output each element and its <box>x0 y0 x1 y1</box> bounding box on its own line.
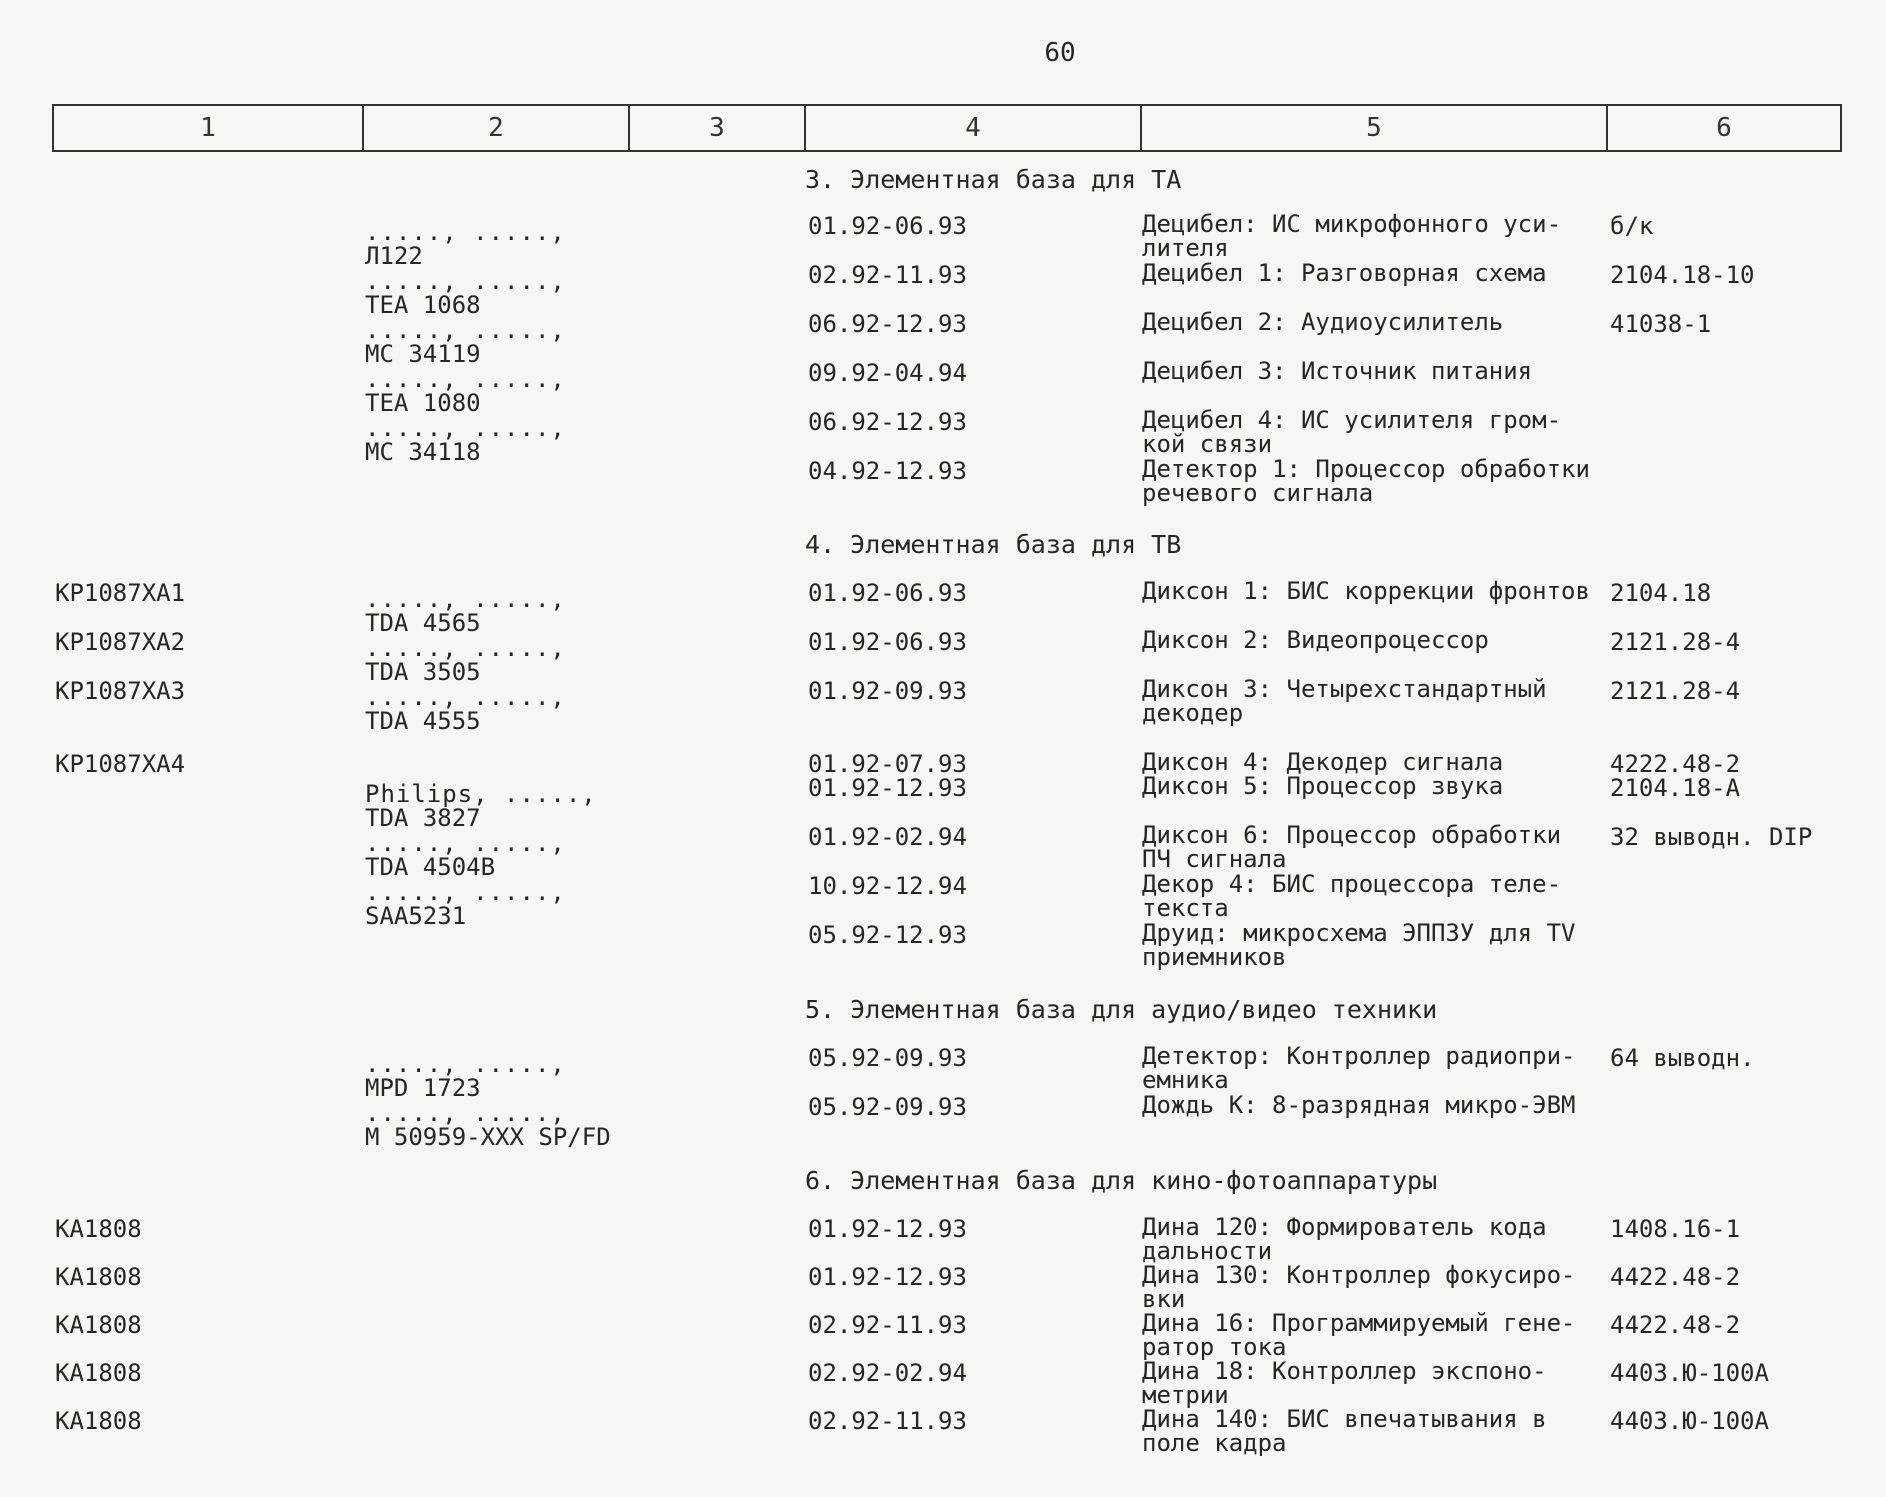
description: Дина 120: Формирователь кода дальности <box>1142 1213 1547 1265</box>
table-row <box>0 1042 1886 1102</box>
dates: 01.92-12.93 <box>808 774 967 802</box>
description: Декор 4: БИС процессора теле- текста <box>1142 870 1562 922</box>
part-analog: ....., ....., Л122 <box>365 218 566 270</box>
description: Диксон 5: Процессор звука <box>1142 772 1504 800</box>
package: 2104.18 <box>1610 579 1712 607</box>
column-header-2: 2 <box>364 106 630 150</box>
part-number: КР1087ХА1 <box>55 579 186 607</box>
table-row <box>0 675 1886 735</box>
package: 41038-1 <box>1610 310 1712 338</box>
table-row <box>0 1405 1886 1457</box>
dates: 05.92-12.93 <box>808 921 967 949</box>
table-row <box>0 406 1886 466</box>
dates: 09.92-04.94 <box>808 359 967 387</box>
table-row <box>0 821 1886 881</box>
dates: 05.92-09.93 <box>808 1044 967 1072</box>
description: Дина 130: Контроллер фокусиро- вки <box>1142 1261 1576 1313</box>
table-row <box>0 308 1886 368</box>
part-analog: Philips, ....., TDA 3827 <box>365 780 597 832</box>
dates: 02.92-02.94 <box>808 1359 967 1387</box>
dates: 01.92-12.93 <box>808 1263 967 1291</box>
description: Децибел 3: Источник питания <box>1142 357 1533 385</box>
package: б/к <box>1610 212 1654 240</box>
description: Децибел: ИС микрофонного уси- лителя <box>1142 210 1562 262</box>
dates: 01.92-07.93 <box>808 750 967 778</box>
package: 64 выводн. <box>1610 1044 1755 1072</box>
package: 4403.Ю-100А <box>1610 1407 1769 1435</box>
dates: 06.92-12.93 <box>808 408 967 436</box>
table-row <box>0 870 1886 930</box>
dates: 02.92-11.93 <box>808 261 967 289</box>
part-number: КР1087ХА3 <box>55 677 186 705</box>
part-number: КР1087ХА4 <box>55 750 186 778</box>
table-row <box>0 1309 1886 1361</box>
package: 4222.48-2 <box>1610 750 1741 778</box>
section-title-3: 3. Элементная база для ТА <box>805 165 1182 194</box>
section-title-5: 5. Элементная база для аудио/видео техники <box>805 995 1438 1024</box>
part-number: КА1808 <box>55 1311 142 1339</box>
dates: 02.92-11.93 <box>808 1311 967 1339</box>
dates: 04.92-12.93 <box>808 457 967 485</box>
description: Детектор: Контроллер радиопри- емника <box>1142 1042 1576 1094</box>
package: 4403.Ю-100А <box>1610 1359 1769 1387</box>
part-analog: ....., ....., TEA 1068 <box>365 267 566 319</box>
description: Дина 16: Программируемый гене- ратор тока <box>1142 1309 1576 1361</box>
part-number: КА1808 <box>55 1215 142 1243</box>
part-number: КР1087ХА2 <box>55 628 186 656</box>
table-row <box>0 1213 1886 1265</box>
column-header-3: 3 <box>630 106 806 150</box>
column-header-6: 6 <box>1716 113 1732 143</box>
section-title-4: 4. Элементная база для ТВ <box>805 530 1182 559</box>
dates: 01.92-06.93 <box>808 212 967 240</box>
part-analog: ....., ....., TDA 3505 <box>365 634 566 686</box>
part-number: КА1808 <box>55 1359 142 1387</box>
table-row <box>0 357 1886 417</box>
dates: 01.92-12.93 <box>808 1215 967 1243</box>
description: Дождь К: 8-разрядная микро-ЭВМ <box>1142 1091 1576 1119</box>
part-analog: ....., ....., TDA 4555 <box>365 683 566 735</box>
page-number: 60 <box>1044 38 1076 68</box>
package: 32 выводн. DIP <box>1610 823 1813 851</box>
description: Децибел 4: ИС усилителя гром- кой связи <box>1142 406 1562 458</box>
column-header-1: 1 <box>54 106 364 150</box>
description: Диксон 6: Процессор обработки ПЧ сигнала <box>1142 821 1562 873</box>
part-analog: ....., ....., MPD 1723 <box>365 1050 566 1102</box>
part-number: КА1808 <box>55 1407 142 1435</box>
description: Диксон 1: БИС коррекции фронтов <box>1142 577 1590 605</box>
part-analog: ....., ....., TDA 4565 <box>365 585 566 637</box>
part-number: КА1808 <box>55 1263 142 1291</box>
table-row <box>0 1357 1886 1409</box>
dates: 01.92-06.93 <box>808 579 967 607</box>
package: 2121.28-4 <box>1610 677 1741 705</box>
table-row <box>0 455 1886 507</box>
dates: 01.92-09.93 <box>808 677 967 705</box>
description: Децибел 1: Разговорная схема <box>1142 259 1547 287</box>
column-header-5: 5 <box>1142 106 1608 150</box>
description: Дина 140: БИС впечатывания в поле кадра <box>1142 1405 1547 1457</box>
column-header-4: 4 <box>806 106 1142 150</box>
dates: 10.92-12.94 <box>808 872 967 900</box>
part-analog: ....., ....., TDA 4504B <box>365 829 566 881</box>
table-header <box>52 104 1842 152</box>
package: 4422.48-2 <box>1610 1263 1741 1291</box>
table-row <box>0 772 1886 832</box>
dates: 05.92-09.93 <box>808 1093 967 1121</box>
description: Диксон 4: Декодер сигнала <box>1142 748 1504 776</box>
part-analog: ....., ....., M 50959-XXX SP/FD <box>365 1099 611 1151</box>
section-title-6: 6. Элементная база для кино-фотоаппаратуры <box>805 1166 1438 1195</box>
package: 1408.16-1 <box>1610 1215 1741 1243</box>
description: Диксон 2: Видеопроцессор <box>1142 626 1489 654</box>
description: Децибел 2: Аудиоусилитель <box>1142 308 1504 336</box>
part-analog: ....., ....., SAA5231 <box>365 878 566 930</box>
table-row <box>0 1091 1886 1151</box>
table-row <box>0 1261 1886 1313</box>
description: Дина 18: Контроллер экспоно- метрии <box>1142 1357 1547 1409</box>
package: 2104.18-А <box>1610 774 1741 802</box>
table-row <box>0 259 1886 319</box>
dates: 01.92-06.93 <box>808 628 967 656</box>
table-row <box>0 210 1886 270</box>
description: Детектор 1: Процессор обработки речевого сигнала <box>1142 455 1590 507</box>
dates: 02.92-11.93 <box>808 1407 967 1435</box>
part-analog: ....., ....., MC 34119 <box>365 316 566 368</box>
dates: 01.92-02.94 <box>808 823 967 851</box>
package: 4422.48-2 <box>1610 1311 1741 1339</box>
part-analog: ....., ....., TEA 1080 <box>365 365 566 417</box>
description: Диксон 3: Четырехстандартный декодер <box>1142 675 1547 727</box>
description: Друид: микросхема ЭППЗУ для TV приемников <box>1142 919 1576 971</box>
table-row <box>0 577 1886 637</box>
package: 2121.28-4 <box>1610 628 1741 656</box>
table-row <box>0 626 1886 686</box>
table-row <box>0 919 1886 971</box>
dates: 06.92-12.93 <box>808 310 967 338</box>
package: 2104.18-10 <box>1610 261 1755 289</box>
part-analog: ....., ....., MC 34118 <box>365 414 566 466</box>
